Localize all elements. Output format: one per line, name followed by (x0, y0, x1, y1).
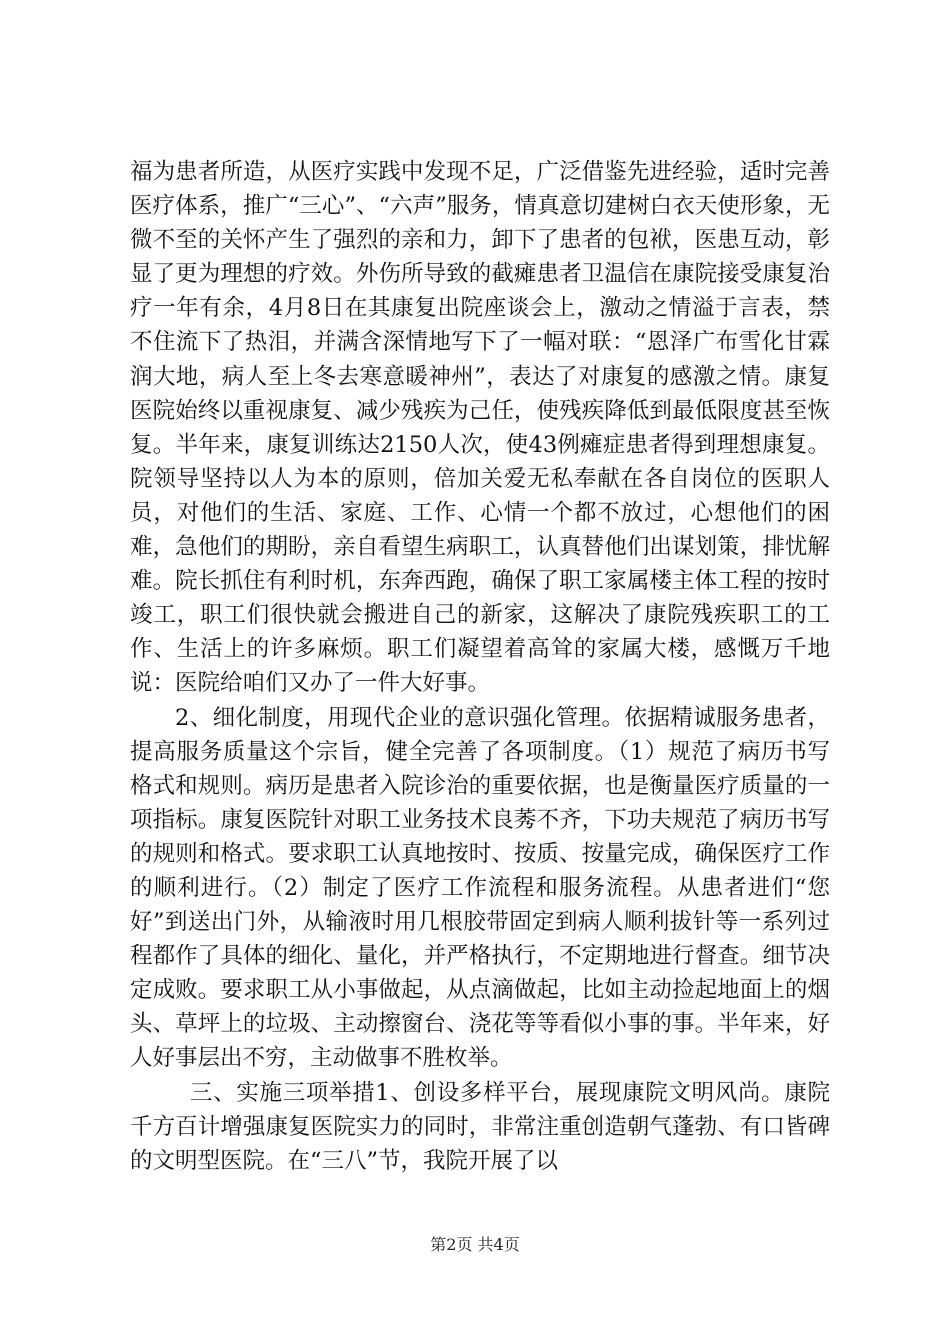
paragraph-section-three: 三、实施三项举措1、创设多样平台，展现康院文明风尚。康院千方百计增强康复医院实力的同时，非常注重创造朝气蓬勃、有口皆碑的文明型医院。在“三八”节，我院开展了以 (130, 1079, 830, 1174)
paragraph-continuation: 福为患者所造，从医疗实践中发现不足，广泛借鉴先进经验，适时完善医疗体系，推广“三心”、“六声”服务，情真意切建树白衣天使形象，无微不至的关怀产生了强烈的亲和力，卸下了患者的包袱，医患互动，彰显了更为理想的疗效。外伤所导致的截瘫患者卫温信在康院接受康复治疗一年有余，4月8日在其康复出院座谈会上，激动之情溢于言表，禁不住流下了热泪，并满含深情地写下了一幅对联：“恩泽广布雪化甘霖润大地，病人至上冬去寒意暖神州”，表达了对康复的感激之情。康复医院始终以重视康复、减少残疾为己任，使残疾降低到最低限度甚至恢复。半年来，康复训练达2150人次，使43例瘫症患者得到理想康复。院领导坚持以人为本的原则，倍加关爱无私奉献在各自岗位的医职人员，对他们的生活、家庭、工作、心情一个都不放过，心想他们的困难，急他们的期盼，亲自看望生病职工，认真替他们出谋划策，排忧解难。院长抓住有利时机，东奔西跑，确保了职工家属楼主体工程的按时竣工，职工们很快就会搬进自己的新家，这解决了康院残疾职工的工作、生活上的许多麻烦。职工们凝望着高耸的家属大楼，感慨万千地说：医院给咱们又办了一件大好事。 (130, 159, 830, 697)
document-body (130, 155, 830, 1178)
page-number-footer: 第2页 共4页 (430, 1235, 520, 1254)
paragraph-section-2: 2、细化制度，用现代企业的意识强化管理。依据精诚服务患者，提高服务质量这个宗旨，健全完善了各项制度。（1）规范了病历书写格式和规则。病历是患者入院诊治的重要依据，也是衡量医疗质量的一项指标。康复医院针对职工业务技术良莠不齐，下功夫规范了病历书写的规则和格式。要求职工认真地按时、按质、按量完成，确保医疗工作的顺利进行。（2）制定了医疗工作流程和服务流程。从患者进们“您好”到送出门外，从输液时用几根胶带固定到病人顺利拔针等一系列过程都作了具体的细化、量化，并严格执行，不定期地进行督查。细节决定成败。要求职工从小事做起，从点滴做起，比如主动捡起地面上的烟头、草坪上的垃圾、主动擦窗台、浇花等等看似小事的事。半年来，好人好事层出不穷，主动做事不胜枚举。 (130, 704, 830, 1072)
